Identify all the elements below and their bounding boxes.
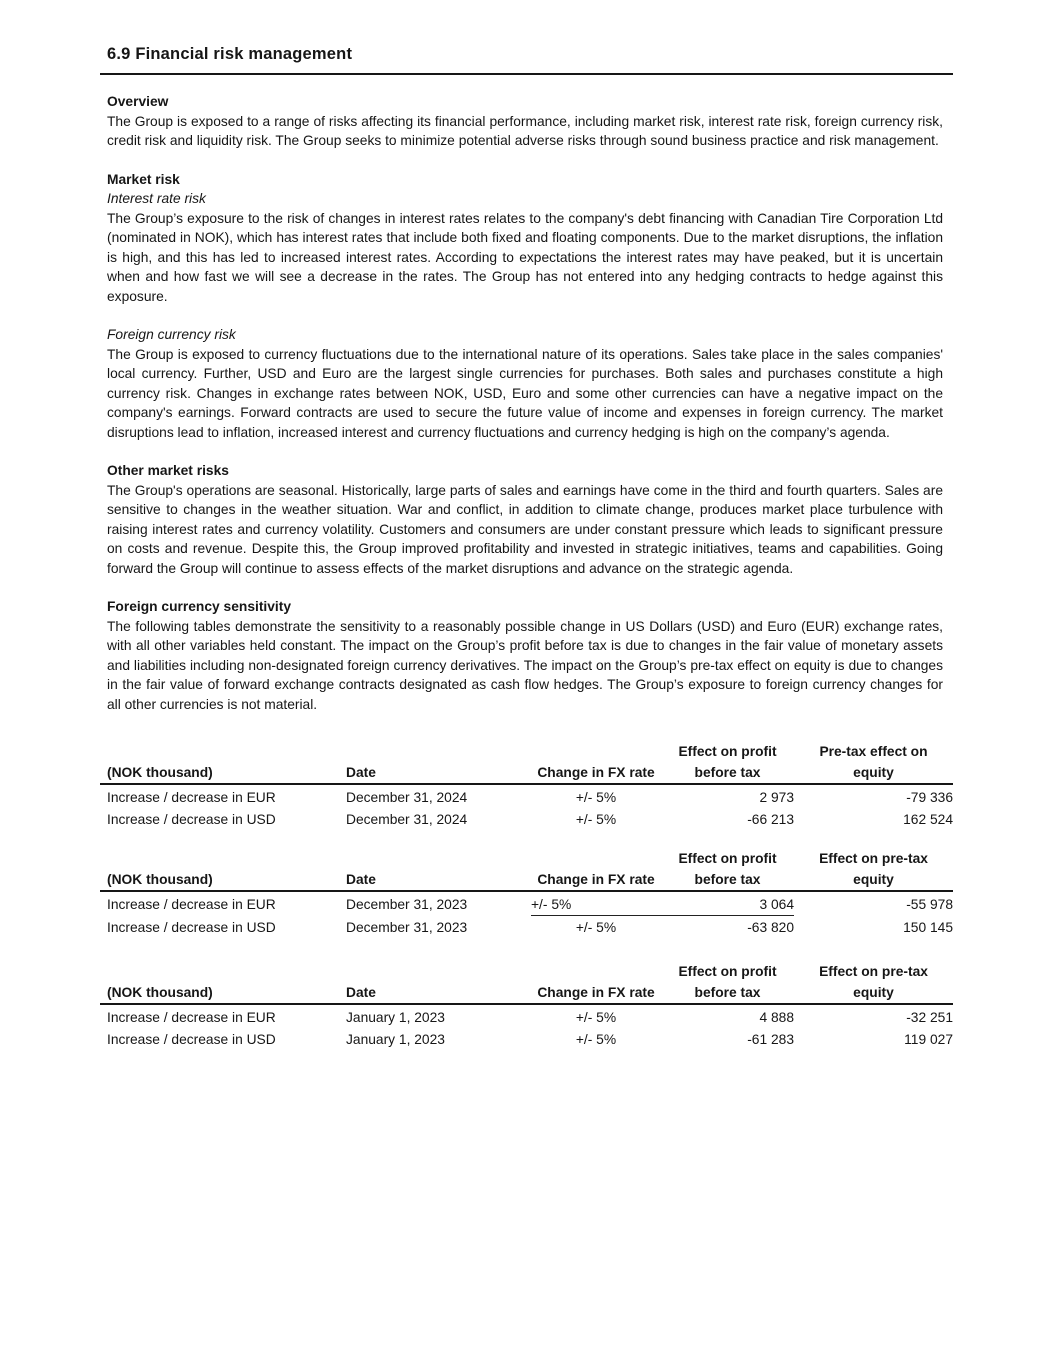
table-row	[100, 915, 953, 938]
table-cell: -63 820	[747, 920, 794, 935]
document-content	[100, 45, 953, 1050]
subsection-heading-foreign-currency-risk: Foreign currency risk	[107, 327, 236, 342]
table-row	[100, 891, 953, 915]
section-foreign-currency-sensitivity	[100, 597, 953, 714]
table-row	[100, 784, 953, 808]
section-heading-market-risk: Market risk	[107, 171, 180, 187]
table-cell: 150 145	[903, 920, 953, 935]
table-header-cell: before tax	[661, 982, 794, 1004]
table-cell: Increase / decrease in USD	[107, 920, 276, 935]
section-overview	[100, 92, 953, 151]
table-cell: December 31, 2024	[346, 812, 468, 827]
table-cell: 2 973	[759, 789, 794, 805]
table-header-cell: Change in FX rate	[531, 982, 661, 1004]
table-cell: December 31, 2024	[346, 789, 468, 805]
section-heading-overview: Overview	[107, 94, 169, 109]
table-header-cell: before tax	[661, 869, 794, 891]
table-cell: 162 524	[903, 812, 953, 827]
table-header-cell: Effect on profit	[678, 964, 777, 979]
section-heading-other-market-risks: Other market risks	[107, 463, 229, 478]
table-cell: -32 251	[906, 1009, 953, 1025]
table-header-cell	[531, 961, 661, 982]
table-header-row	[100, 869, 953, 891]
table-header-cell	[100, 741, 346, 762]
table-header-row	[100, 762, 953, 784]
table-header-cell: equity	[794, 982, 953, 1004]
table-cell: Increase / decrease in EUR	[107, 789, 276, 805]
table-header-cell	[100, 961, 346, 982]
table-header-row	[100, 848, 953, 869]
table-cell: +/- 5%	[575, 1032, 617, 1047]
table-row	[100, 1028, 953, 1051]
table-cell: Increase / decrease in USD	[107, 1032, 276, 1047]
table-header-cell: Date	[346, 869, 531, 891]
table-header-cell: equity	[794, 869, 953, 891]
table-cell: January 1, 2023	[346, 1032, 445, 1047]
table-cell: 3 064	[661, 891, 794, 915]
subsection-foreign-currency-risk	[100, 325, 953, 442]
table-header-cell: Effect on pre-tax	[819, 964, 928, 979]
table-header-row	[100, 961, 953, 982]
table-header-cell: (NOK thousand)	[100, 869, 346, 891]
paragraph-other-market-risks: The Group's operations are seasonal. Historically, large parts of sales and earnings have come in the third and fourth quarters. Sales are sensitive to changes in the weather situation. War and conflict, in addition to climate change, produces market place turbulence with raising interest rates and currency volatility. Customers and consumers are under constant pressure which leads to significant pressure on costs and revenue. Despite this, the Group improved profitability and invested in strategic initiatives, teams and capabilities. Going forward the Group will continue to assess effects of the market disruptions and advance on the strategic agenda.	[107, 482, 943, 576]
table-header-cell	[100, 848, 346, 869]
paragraph-overview: The Group is exposed to a range of risks affecting its financial performance, including market risk, interest rate risk, foreign currency risk, credit risk and liquidity risk. The Group seeks to minimize potential adverse risks through sound business practice and risk management.	[107, 113, 943, 148]
paragraph-foreign-currency-risk: The Group is exposed to currency fluctuations due to the international nature of its operations. Sales take place in the sales companies' local currency. Further, USD and Euro are the largest single currencies for purchases. Both sales and purchases constitute a high currency risk. Changes in exchange rates between NOK, USD, Euro and some other currencies can have a negative impact on the company's earnings. Forward contracts are used to secure the future value of income and expenses in foreign currency. The market disruptions lead to inflation, increased interest and currency fluctuations and currency hedging is high on the company’s agenda.	[107, 346, 943, 440]
table-header-cell: before tax	[661, 762, 794, 784]
table-header-cell: equity	[794, 762, 953, 784]
paragraph-interest-rate-risk: The Group’s exposure to the risk of changes in interest rates relates to the company's debt financing with Canadian Tire Corporation Ltd (nominated in NOK), which has interest rates that include both fixed and floating components. Due to the market disruptions, the inflation is high, and this has led to increased interest rates. According to expectations the interest rates may have peaked, but it is uncertain when and how fast we will see a decrease in the rates. The Group has not entered into any hedging contracts to hedge against this exposure.	[107, 210, 943, 304]
table-cell: January 1, 2023	[346, 1009, 445, 1025]
table-header-cell: Date	[346, 982, 531, 1004]
paragraph-foreign-currency-sensitivity: The following tables demonstrate the sensitivity to a reasonably possible change in US Dollars (USD) and Euro (EUR) exchange rates, with all other variables held constant. The impact on the Group’s profit before tax is due to changes in the fair value of monetary assets and liabilities including non-designated foreign currency derivatives. The impact on the Group’s pre-tax effect on equity is due to changes in the fair value of forward exchange contracts designated as cash flow hedges. The Group’s exposure to foreign currency changes for all other currencies is not material.	[107, 618, 943, 712]
table-cell: +/- 5%	[575, 920, 617, 935]
table-cell: +/- 5%	[575, 789, 617, 805]
page-title: 6.9 Financial risk management	[100, 45, 953, 75]
table-cell: -55 978	[906, 897, 953, 912]
section-heading-foreign-currency-sensitivity: Foreign currency sensitivity	[107, 599, 292, 614]
table-cell: December 31, 2023	[346, 897, 468, 912]
table-cell: 119 027	[904, 1032, 953, 1047]
section-other-market-risks	[100, 461, 953, 578]
table-header-row	[100, 741, 953, 762]
table-header-cell	[531, 848, 661, 869]
table-cell: +/- 5%	[575, 1009, 617, 1025]
table-header-cell: Effect on pre-tax	[819, 851, 928, 866]
table-header-cell	[531, 741, 661, 762]
subsection-heading-interest-rate-risk: Interest rate risk	[107, 191, 206, 206]
table-row	[100, 808, 953, 831]
table-cell: -61 283	[747, 1032, 794, 1047]
table-header-cell: (NOK thousand)	[100, 762, 346, 784]
table-cell: Increase / decrease in USD	[107, 812, 276, 827]
table-header-row	[100, 982, 953, 1004]
table-header-cell: Date	[346, 762, 531, 784]
fx-sensitivity-table-2023	[100, 848, 953, 938]
table-cell: 4 888	[759, 1009, 794, 1025]
table-header-cell: Effect on profit	[678, 744, 777, 759]
table-cell: -79 336	[906, 789, 953, 805]
fx-sensitivity-table-jan-2023	[100, 961, 953, 1050]
table-header-cell: (NOK thousand)	[100, 982, 346, 1004]
table-header-cell	[346, 961, 531, 982]
table-header-cell	[346, 741, 531, 762]
table-cell: -66 213	[747, 812, 794, 827]
table-header-cell	[346, 848, 531, 869]
table-row	[100, 1004, 953, 1028]
table-header-cell: Effect on profit	[678, 851, 777, 866]
table-cell: +/- 5%	[575, 812, 617, 827]
table-cell: Increase / decrease in EUR	[107, 897, 276, 912]
table-cell: +/- 5%	[531, 891, 661, 915]
table-header-cell: Pre-tax effect on	[819, 744, 928, 759]
table-cell: December 31, 2023	[346, 920, 468, 935]
table-cell: Increase / decrease in EUR	[107, 1009, 276, 1025]
section-market-risk	[100, 170, 953, 307]
table-header-cell: Change in FX rate	[531, 869, 661, 891]
table-header-cell: Change in FX rate	[531, 762, 661, 784]
fx-sensitivity-table-2024	[100, 741, 953, 830]
